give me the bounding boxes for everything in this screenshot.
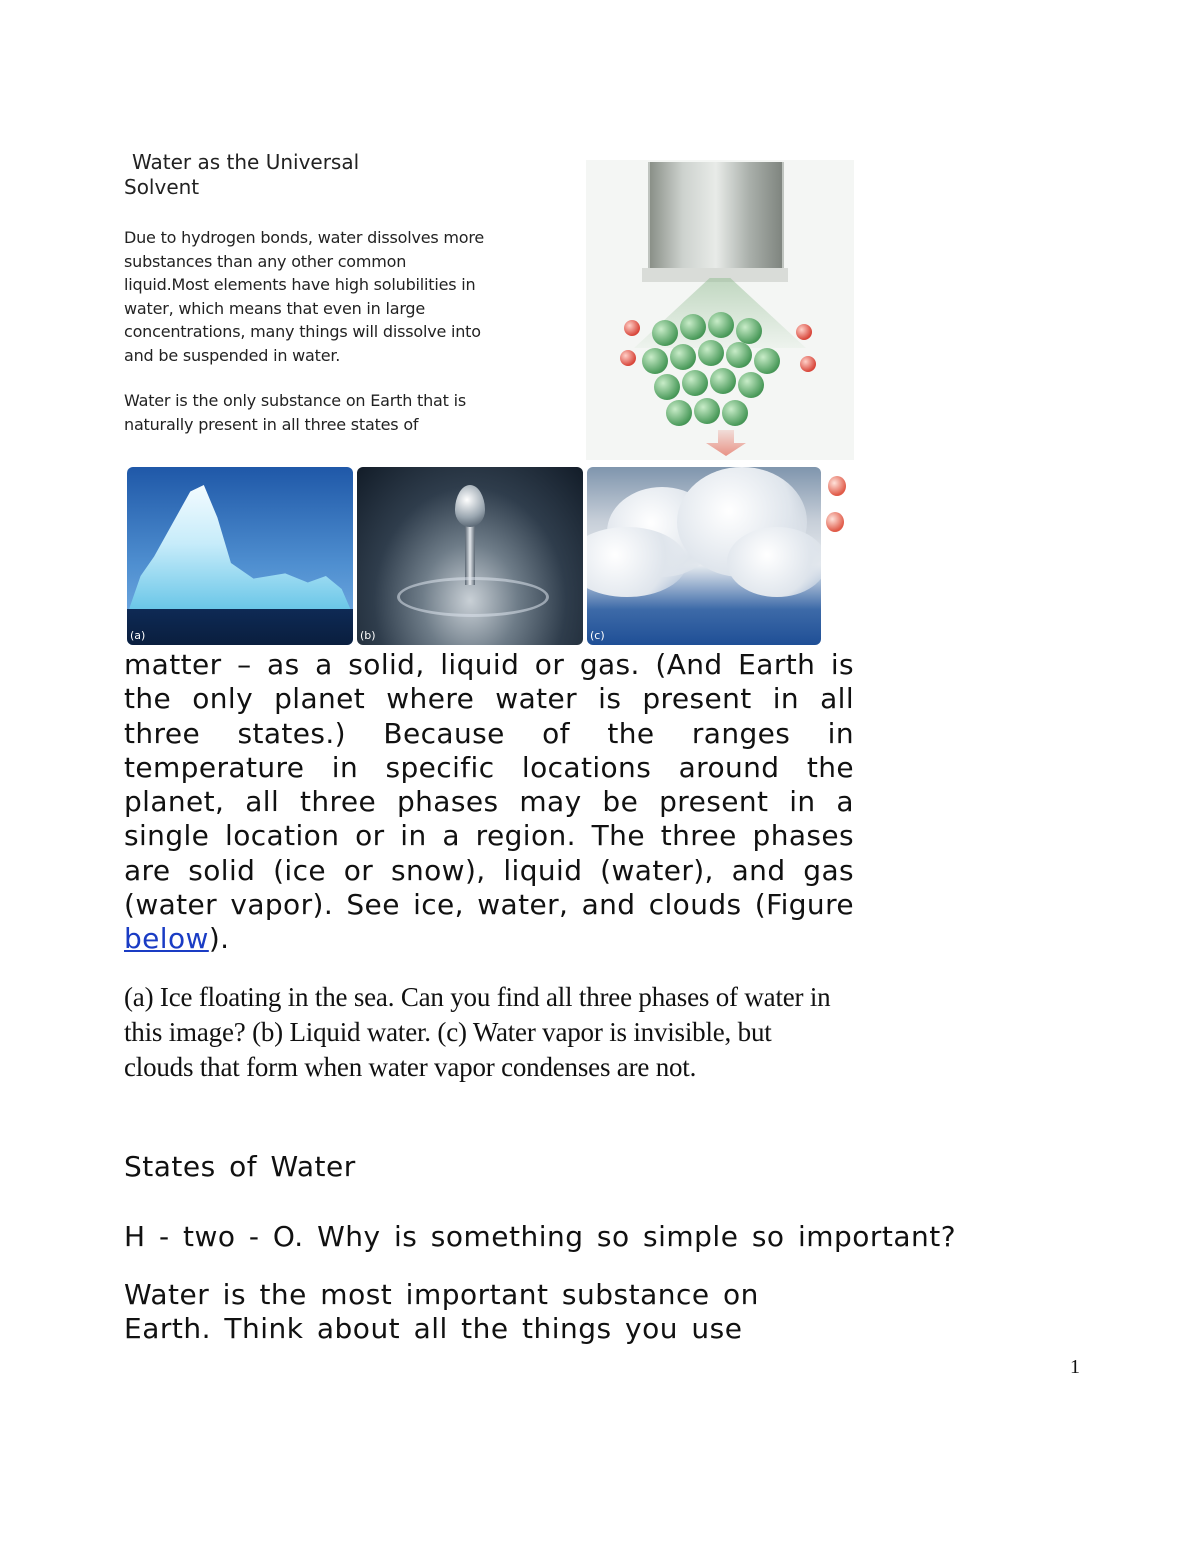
water-molecule-icon	[828, 476, 846, 496]
crystal-lattice	[642, 310, 792, 436]
page-number: 1	[1070, 1356, 1080, 1378]
beaker-image	[648, 162, 784, 274]
main-paragraph	[124, 648, 854, 957]
section-title-line-1: Water as the Universal	[132, 150, 360, 174]
states-of-water-heading: States of Water	[124, 1150, 356, 1183]
intro-paragraph-1: Due to hydrogen bonds, water dissolves more substances than any other common liquid.Most elements have high solubilities in water, which means that even in large concentrations, many things will dissolve into and be suspended in water.	[124, 228, 485, 365]
photo-label-b: (b)	[360, 629, 376, 642]
iceberg-photo	[127, 467, 353, 645]
intro-paragraph-2: Water is the only substance on Earth that is naturally present in all three states of	[124, 391, 467, 434]
figure-caption: (a) Ice floating in the sea. Can you find all three phases of water in this image? (b) Liquid water. (c) Water vapor is invisible, but clouds that form when water vapor condenses are not.	[124, 982, 831, 1082]
below-link[interactable]: below	[124, 922, 209, 956]
main-paragraph-tail: ).	[208, 922, 230, 956]
section-title-line-2: Solvent	[124, 175, 200, 199]
water-drop-photo	[357, 467, 583, 645]
h2o-question: H - two - O. Why is something so simple so important?	[124, 1220, 957, 1253]
photo-label-a: (a)	[130, 629, 146, 642]
photo-label-c: (c)	[590, 629, 605, 642]
water-molecule-icon	[826, 512, 844, 532]
clouds-photo	[587, 467, 821, 645]
dissolving-crystal-diagram	[586, 160, 854, 460]
most-important-paragraph: Water is the most important substance on Earth. Think about all the things you use	[124, 1278, 759, 1345]
main-paragraph-text: matter – as a solid, liquid or gas. (And Earth is the only planet where water is present in all three states.) Because of the ranges in temperature in specific locations around the planet, all three phases may be present in a single location or in a region. The three phases are solid (ice or snow), liquid (water), and gas (water vapor). See ice, water, and clouds (Figure	[124, 648, 854, 922]
intro-text	[124, 226, 494, 458]
section-title	[124, 150, 424, 200]
